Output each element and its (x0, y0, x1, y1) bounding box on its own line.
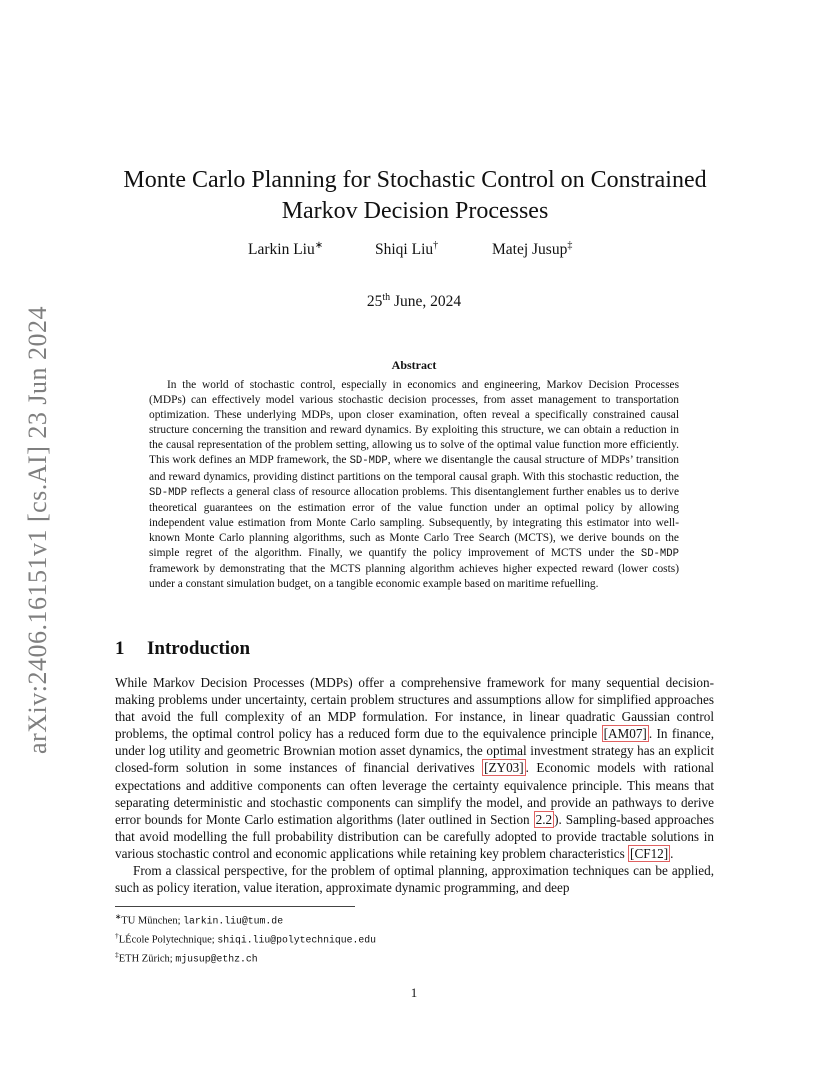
date-rest: June, 2024 (390, 293, 462, 311)
author-name: Larkin Liu (248, 241, 315, 259)
footnote-affiliation: TU München; (121, 915, 184, 927)
citation-link-zy03[interactable]: [ZY03] (484, 760, 524, 776)
footnote-email[interactable]: mjusup@ethz.ch (175, 953, 258, 965)
citation-link-cf12[interactable]: [CF12] (630, 845, 669, 861)
introduction-body (115, 674, 714, 896)
section-link-2-2[interactable]: 2.2 (535, 811, 553, 827)
sd-mdp-term: SD-MDP (149, 486, 188, 499)
author-footnote-mark: ‡ (567, 240, 573, 251)
intro-paragraph-1 (115, 674, 714, 862)
footnote-3 (115, 948, 715, 967)
abstract-heading: Abstract (391, 358, 437, 372)
footnote-divider (115, 906, 355, 907)
title-line-2: Markov Decision Processes (281, 198, 549, 224)
footnote-email[interactable]: larkin.liu@tum.de (183, 915, 284, 927)
footnote-affiliation: LÉcole Polytechnique; (118, 934, 218, 946)
footnote-mark: † (115, 931, 119, 940)
arxiv-identifier-text: arXiv:2406.16151v1 [cs.AI] 23 Jun 2024 (23, 306, 53, 754)
author-footnote-mark: ∗ (314, 240, 324, 251)
publication-date (0, 292, 828, 311)
intro-paragraph-2: From a classical perspective, for the problem of optimal planning, approximation techniques can be applied, such as policy iteration, value iteration, approximate dynamic programming, and deep (115, 863, 714, 896)
footnote-mark: ∗ (115, 912, 122, 921)
page-number: 1 (410, 985, 418, 1000)
footnote-2 (115, 929, 715, 948)
abstract-text: reflects a general class of resource allocation problems. This disentanglement further enables us to derive theoretical guarantees on the estimation error of the value function under an optimal policy by allowing independent value estimation from Monte Carlo sampling. Subsequently, by integrating this estimator into well-known Monte Carlo planning algorithms, such as Monte Carlo Tree Search (MCTS), we derive bounds on the simple regret of the algorithm. Finally, we quantify the policy improvement of MCTS under the (149, 485, 679, 560)
footnote-affiliation: ETH Zürich; (118, 953, 176, 965)
sd-mdp-term: SD-MDP (640, 548, 679, 561)
author-1 (248, 240, 323, 259)
abstract-text: , where we disentangle the causal structure of MDPs’ transition and reward dynamics, providing distinct partitions on the temporal causal graph. With this stochastic reduction, the (149, 454, 679, 483)
paper-title (100, 165, 730, 227)
section-heading-introduction (115, 638, 250, 660)
citation-link-am07[interactable]: [AM07] (603, 726, 647, 742)
author-2 (375, 240, 438, 259)
sd-mdp-term: SD-MDP (349, 455, 388, 468)
section-title: Introduction (147, 638, 251, 659)
title-line-1: Monte Carlo Planning for Stochastic Control on Constrained (123, 167, 707, 193)
abstract-text: In the world of stochastic control, especially in economics and engineering, Markov Decision Processes (MDPs) can effectively model various stochastic decision processes, from asset management to transportation optimization. These underlying MDPs, upon closer examination, often reveal a specifically constrained causal structure concerning the transition and reward dynamics. By exploiting this structure, we can obtain a reduction in the causal representation of the problem setting, allowing us to solve of the optimal value function more efficiently. This work defines an MDP framework, the (149, 379, 679, 467)
date-suffix: th (382, 292, 391, 303)
abstract-text: framework by demonstrating that the MCTS planning algorithm achieves higher expected reward (lower costs) under a constant simulation budget, on a tangible economic example based on maritime refuelling. (149, 563, 679, 591)
abstract-body (149, 378, 679, 592)
footnote-1 (115, 910, 715, 929)
intro-text: ). Sampling-based approaches that avoid modelling the full probability distribution can be carefully adopted to provide tractable solutions in various stochastic control and economic applications while retaining key problem characteristics (115, 811, 714, 861)
author-footnote-mark: † (433, 240, 439, 251)
footnote-email[interactable]: shiqi.liu@polytechnique.edu (217, 934, 377, 946)
author-name: Matej Jusup (492, 241, 568, 259)
author-3 (492, 240, 572, 259)
intro-text: . (670, 845, 674, 861)
footnote-mark: ‡ (115, 950, 119, 959)
footnotes (115, 910, 715, 967)
intro-text: . Economic models with rational expectations and additive components can often leverage the certainty equivalence principle. This means that separating deterministic and stochastic components can simplify the model, and provide an pathways to derive error bounds for Monte Carlo estimation algorithms (later outlined in Section (115, 760, 714, 827)
intro-text: While Markov Decision Processes (MDPs) offer a comprehensive framework for many sequential decision-making problems under uncertainty, certain problem structures and assumptions allow for simplified approaches that avoid the full complexity of an MDP formulation. For instance, in linear quadratic Gaussian control problems, the optimal control policy has a reduced form due to the equivalence principle (115, 675, 714, 742)
date-day: 25 (366, 293, 383, 311)
section-number: 1 (115, 638, 125, 659)
intro-text: . In finance, under log utility and geometric Brownian motion asset dynamics, the optimal investment strategy has an explicit closed-form solution in some instances of financial derivatives (115, 726, 714, 776)
author-name: Shiqi Liu (375, 241, 434, 259)
